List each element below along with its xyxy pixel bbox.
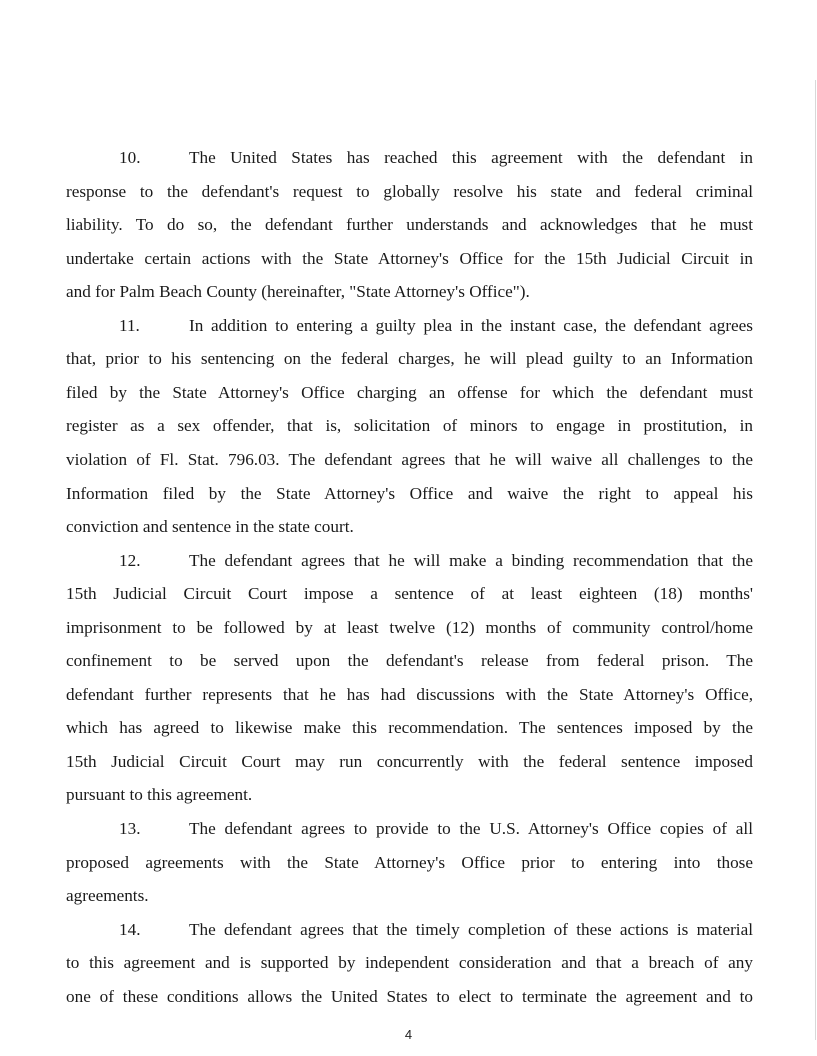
paragraph-line [66,349,753,369]
paragraph-10-first-line [119,148,753,168]
paragraph-number: 12. [119,550,141,570]
paragraph-line [66,215,753,235]
paragraph-number: 14. [119,919,141,939]
paragraph-text: one of these conditions allows the United States to elect to terminate the agreement and to [66,986,753,1006]
paragraph-line [66,182,753,202]
paragraph-text: 15th Judicial Circuit Court may run concurrently with the federal sentence imposed [66,751,753,771]
paragraph-line [66,450,753,470]
paragraph-12-first-line [119,551,753,571]
paragraph-text: conviction and sentence in the state court. [66,517,354,537]
paragraph-text: proposed agreements with the State Attorney's Office prior to entering into those [66,852,753,872]
page-number: 4 [404,1027,413,1042]
paragraph-line [66,517,753,537]
paragraph-13-first-line [119,819,753,839]
paragraph-text: The defendant agrees that he will make a binding recommendation that the [189,550,753,570]
paragraph-text: confinement to be served upon the defendant's release from federal prison. The [66,651,753,671]
page-edge-divider [815,80,816,1040]
paragraph-number: 11. [119,315,140,335]
paragraph-line [66,853,753,873]
paragraph-text: and for Palm Beach County (hereinafter, "State Attorney's Office"). [66,282,530,302]
paragraph-number: 10. [119,148,141,167]
paragraph-line [66,685,753,705]
paragraph-text: The United States has reached this agreement with the defendant in [189,148,753,167]
paragraph-number: 13. [119,819,141,838]
paragraph-line [66,718,753,738]
paragraph-text: to this agreement and is supported by independent consideration and that a breach of any [66,953,753,973]
paragraph-11-first-line [119,316,753,336]
paragraph-line [66,383,753,403]
paragraph-text: agreements. [66,886,149,906]
paragraph-line [66,886,753,906]
paragraph-text: pursuant to this agreement. [66,785,253,805]
paragraph-line [66,987,753,1007]
paragraph-line [66,484,753,504]
paragraph-14-first-line [119,920,753,940]
paragraph-line [66,752,753,772]
paragraph-text: register as a sex offender, that is, solicitation of minors to engage in prostitution, in [66,416,753,436]
paragraph-text: The defendant agrees to provide to the U.S. Attorney's Office copies of all [189,819,753,838]
paragraph-line [66,651,753,671]
paragraph-text: filed by the State Attorney's Office charging an offense for which the defendant must [66,382,753,402]
paragraph-line [66,249,753,269]
paragraph-text: which has agreed to likewise make this recommendation. The sentences imposed by the [66,718,753,738]
paragraph-line [66,282,753,302]
paragraph-line [66,416,753,436]
paragraph-line [66,953,753,973]
paragraph-line [66,618,753,638]
paragraph-text: 15th Judicial Circuit Court impose a sentence of at least eighteen (18) months' [66,584,753,604]
paragraph-line [66,584,753,604]
paragraph-text: violation of Fl. Stat. 796.03. The defendant agrees that he will waive all challenges to the [66,449,753,469]
paragraph-line [66,785,753,805]
paragraph-text: that, prior to his sentencing on the federal charges, he will plead guilty to an Information [66,349,753,369]
paragraph-text: undertake certain actions with the State Attorney's Office for the 15th Judicial Circuit in [66,248,753,268]
paragraph-text: imprisonment to be followed by at least twelve (12) months of community control/home [66,617,753,637]
paragraph-text: Information filed by the State Attorney's Office and waive the right to appeal his [66,483,753,503]
paragraph-text: In addition to entering a guilty plea in the instant case, the defendant agrees [189,315,753,335]
paragraph-text: defendant further represents that he has had discussions with the State Attorney's Office, [66,684,753,704]
paragraph-text: The defendant agrees that the timely completion of these actions is material [189,919,753,939]
paragraph-text: liability. To do so, the defendant further understands and acknowledges that he must [66,215,753,235]
paragraph-text: response to the defendant's request to globally resolve his state and federal criminal [66,181,753,201]
